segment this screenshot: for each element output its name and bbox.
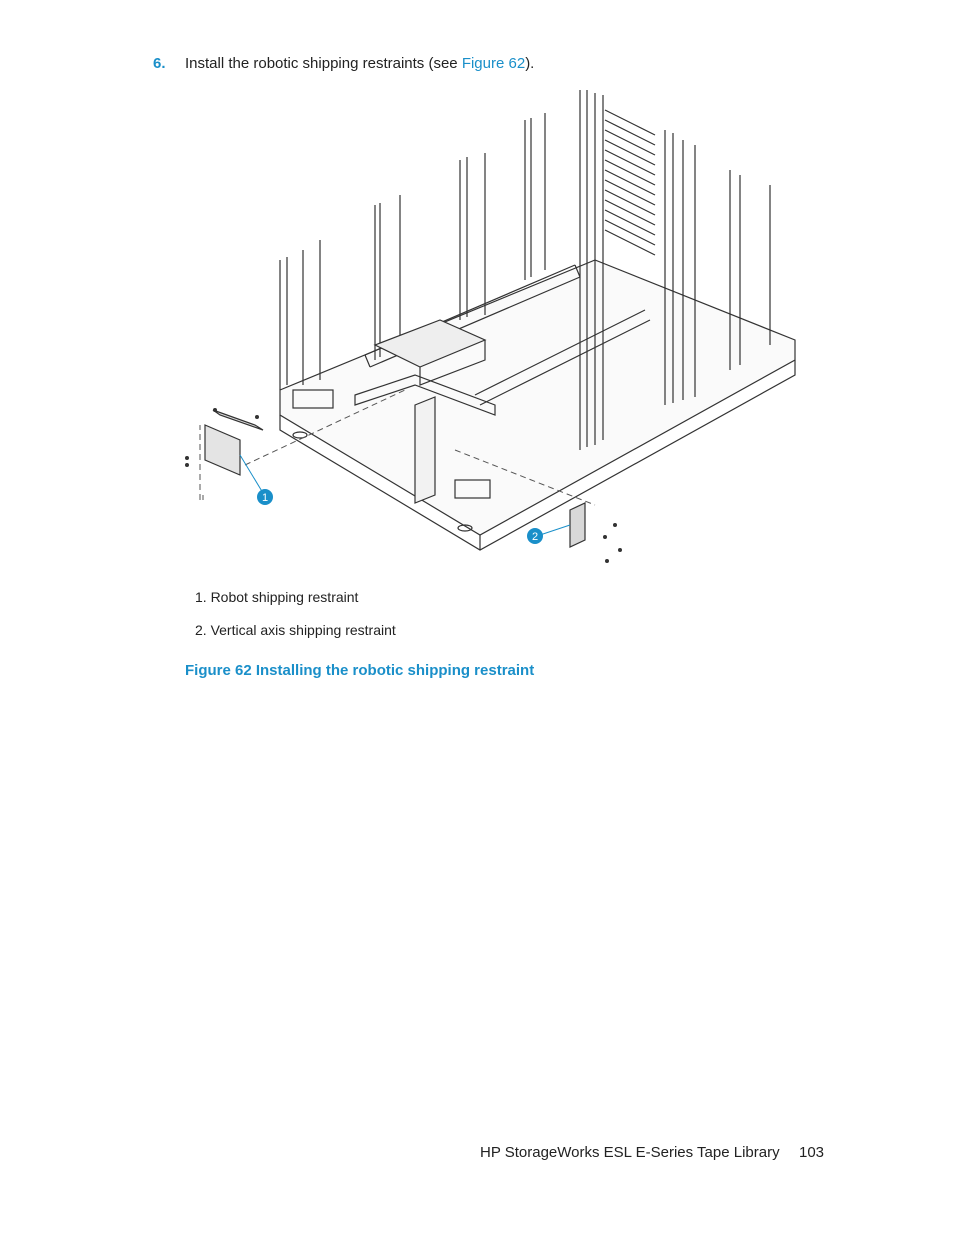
robot-restraint-bracket (205, 410, 263, 475)
tape-library-illustration (175, 85, 810, 575)
footer-title: HP StorageWorks ESL E-Series Tape Library (480, 1144, 780, 1161)
callout-2-badge (527, 528, 543, 544)
callout-2-label: 2 (531, 531, 539, 543)
legend-item-2: 2. Vertical axis shipping restraint (195, 622, 396, 638)
legend-item-1: 1. Robot shipping restraint (195, 589, 359, 605)
base-platform (280, 260, 795, 535)
page-number: 103 (799, 1144, 825, 1161)
figure-caption: Figure 62 Installing the robotic shipping restraint (185, 662, 535, 679)
left-frame (280, 240, 320, 390)
figure-62-link[interactable]: Figure 62 (461, 55, 526, 72)
callout-1-badge (257, 489, 273, 505)
cartridge-slots (605, 110, 655, 255)
step-6 (153, 54, 534, 74)
step-number: 6. (153, 55, 166, 72)
step-text-end: ). (525, 55, 535, 72)
callout-1-label: 1 (261, 492, 269, 504)
vertical-axis (415, 397, 435, 503)
step-text: Install the robotic shipping restraints (see (185, 55, 462, 72)
vertical-axis-restraint-plate (570, 503, 585, 547)
